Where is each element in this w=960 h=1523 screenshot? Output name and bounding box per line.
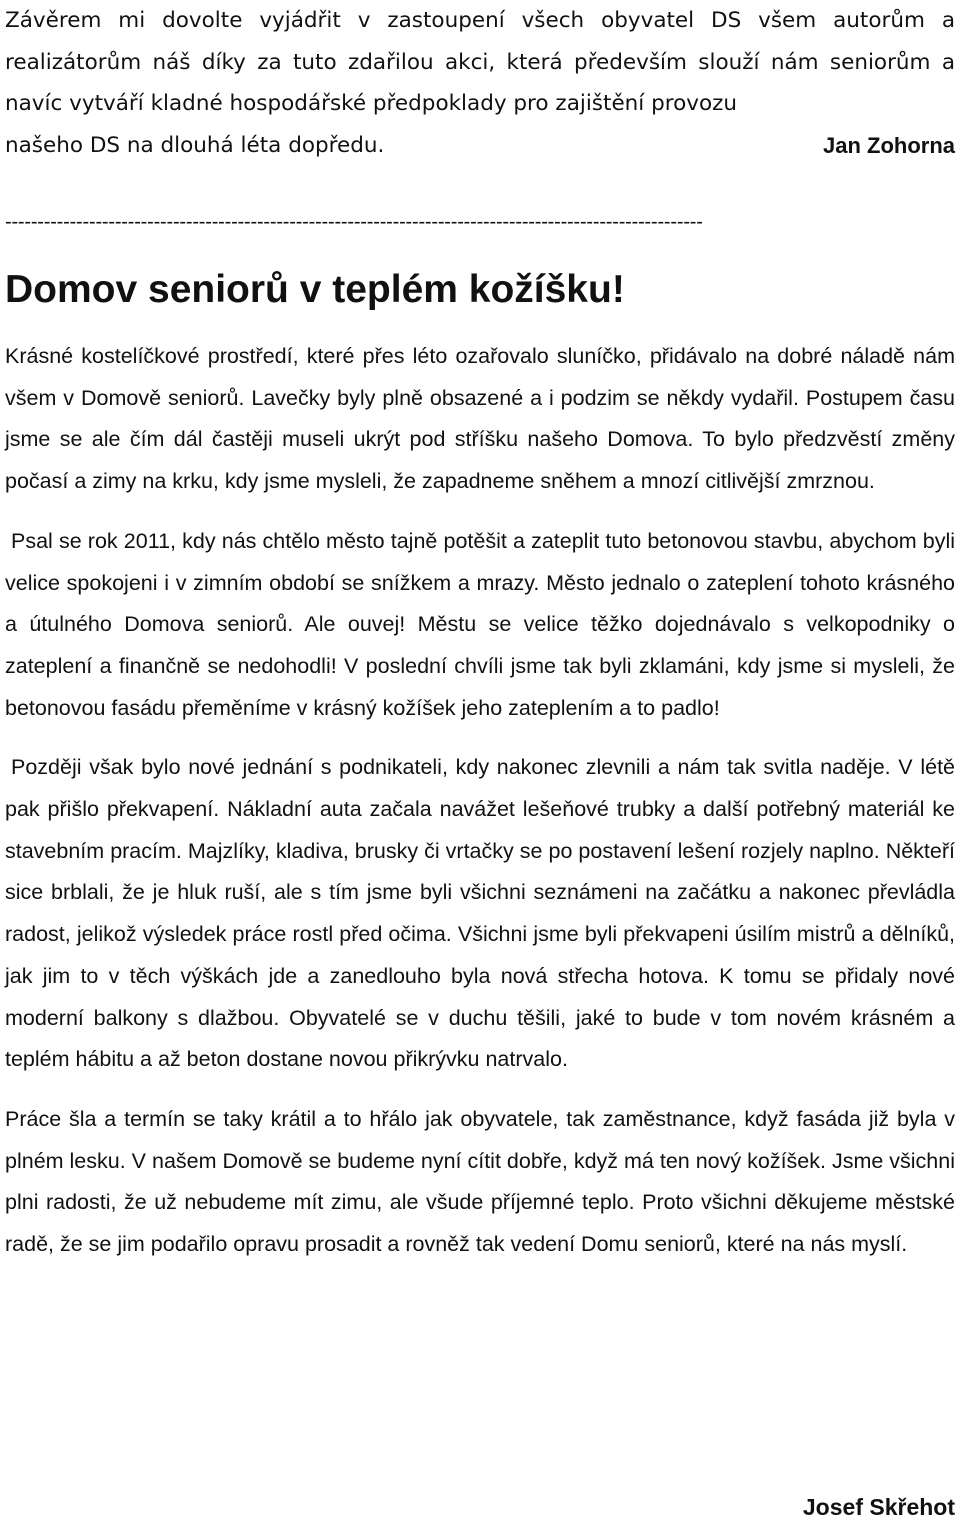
intro-paragraph: Závěrem mi dovolte vyjádřit v zastoupení všech obyvatel DS všem autorům a realizátorům náš díky za tuto zdařilou akci, která především slouží nám seniorům a navíc vytváří kladné hospodářské předpoklady pro zajištění provozu	[5, 8, 955, 116]
article-signature: Josef Skřehot	[802, 1494, 955, 1520]
article-paragraph-4: Práce šla a termín se taky krátil a to hřálo jak obyvatele, tak zaměstnance, když fasáda již byla v plném lesku. V našem Domově se budeme nyní cítit dobře, když má ten nový kožíšek. Jsme všichni plni radosti, že už nebudeme mít zimu, ale všude příjemné teplo. Proto všichni děkujeme městské radě, že se jim podařilo opravu prosadit a rovněž tak vedení Domu seniorů, které na nás myslí.	[5, 1106, 955, 1257]
article-paragraph-1: Krásné kostelíčkové prostředí, které přes léto ozařovalo sluníčko, přidávalo na dobré náladě nám všem v Domově seniorů. Lavečky byly plně obsazené a i podzim se někdy vydařil. Postupem času jsme se ale čím dál častěji museli ukrýt pod stříšku našeho Domova. To bylo předzvěstí změny počasí a zimy na krku, kdy jsme mysleli, že zapadneme sněhem a mnozí citlivější zmrznou.	[5, 344, 955, 494]
article-title: Domov seniorů v teplém kožíšku!	[5, 268, 625, 311]
article-paragraph-2: Psal se rok 2011, kdy nás chtělo město tajně potěšit a zateplit tuto betonovou stavbu, abychom byli velice spokojeni i v zimním období se snížkem a mrazy. Město jednalo o zateplení tohoto krásného a útulného Domova seniorů. Ale ouvej! Městu se velice těžko dojednávalo s velkopodniky o zateplení a finančně se nedohodli! V poslední chvíli jsme tak byli zklamáni, kdy jsme si mysleli, že betonovou fasádu přeměníme v krásný kožíšek jeho zateplením a to padlo!	[5, 528, 955, 720]
intro-closing-text: našeho DS na dlouhá léta dopředu.	[5, 132, 385, 158]
intro-signature: Jan Zohorna	[822, 132, 955, 158]
intro-last-line	[5, 125, 955, 167]
dashed-separator: ------------------------------------------------------------------------------------------------------------	[5, 211, 703, 233]
document-page	[5, 0, 955, 1284]
article-paragraph-3: Později však bylo nové jednání s podnikateli, kdy nakonec zlevnili a nám tak svitla naděje. V létě pak přišlo překvapení. Nákladní auta začala navážet lešeňové trubky a další potřebný materiál ke stavebním pracím. Majzlíky, kladiva, brusky či vrtačky se po postavení lešení rozjely naplno. Někteří sice brblali, že je hluk ruší, ale s tím jsme byli všichni seznámeni na začátku a nakonec převládla radost, jelikož výsledek práce rostl před očima. Všichni jsme byli překvapeni úsilím mistrů a dělníků, jak jim to v těch výškách jde a zanedlouho byla nová střecha hotova. K tomu se přidaly nové moderní balkony s dlažbou. Obyvatelé se v duchu těšili, jaké to bude v tom novém krásném a teplém hábitu a až beton dostane novou přikrývku natrvalo.	[5, 755, 955, 1072]
